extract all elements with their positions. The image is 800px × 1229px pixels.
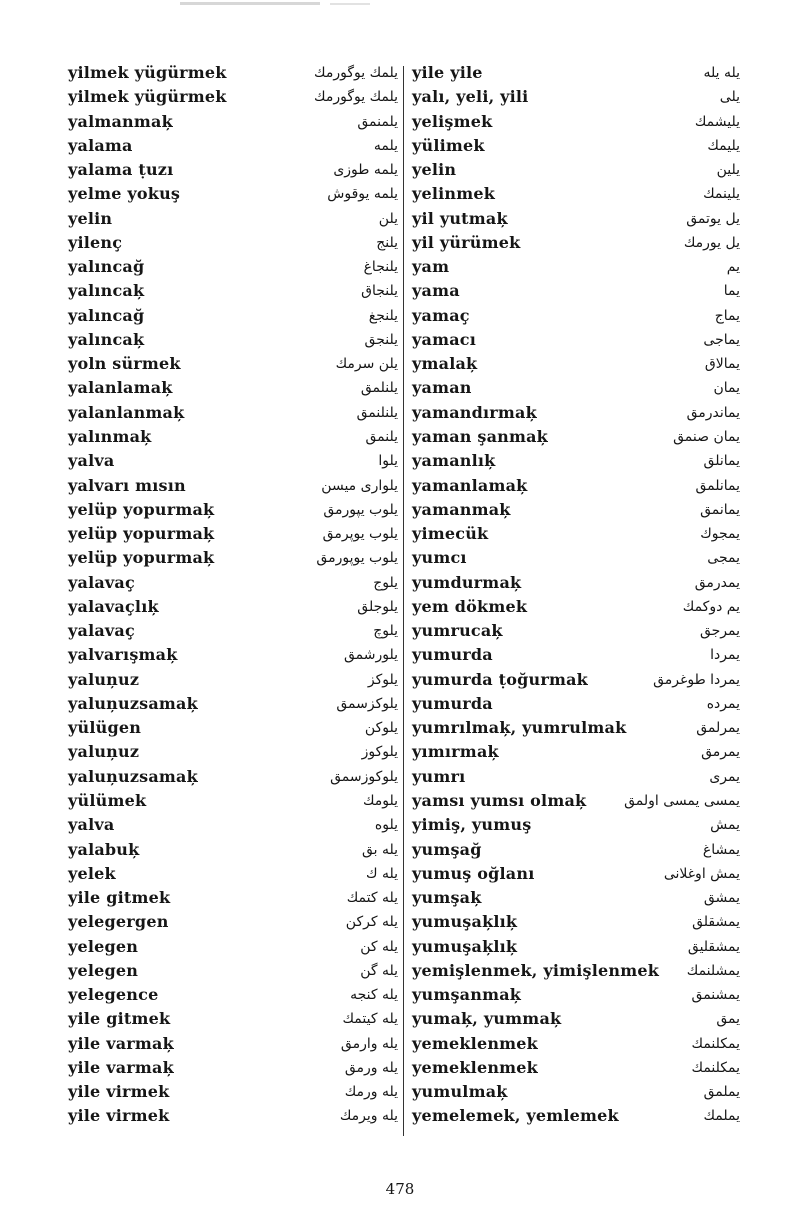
scan-mark — [180, 2, 320, 5]
entry-arabic-script: یمرجق — [699, 623, 740, 640]
entry-arabic-script: یمدرمق — [694, 574, 740, 591]
entry-transliteration: yemelemek, yemlemek — [412, 1106, 619, 1126]
dictionary-entry — [68, 958, 398, 982]
entry-transliteration: yalvarı mısın — [68, 475, 186, 495]
entry-transliteration: yelinmek — [412, 184, 496, 204]
entry-arabic-script: یمانلمق — [695, 477, 740, 494]
entry-transliteration: yalı, yeli, yili — [412, 87, 529, 107]
entry-transliteration: yam — [412, 257, 450, 277]
dictionary-entry — [412, 739, 740, 763]
entry-arabic-script: یلوچ — [373, 623, 398, 640]
entry-transliteration: yelme yokuş — [68, 184, 181, 204]
dictionary-entry — [68, 909, 398, 933]
dictionary-entry — [68, 303, 398, 327]
dictionary-entry — [412, 570, 740, 594]
entry-transliteration: yaluņuz — [68, 669, 140, 689]
entry-arabic-script: یلوکوزسمق — [330, 768, 398, 785]
entry-transliteration: yile yile — [412, 63, 483, 82]
entry-transliteration: yelin — [412, 160, 457, 180]
entry-transliteration: yumdurmaķ — [412, 572, 522, 592]
dictionary-entry — [412, 521, 740, 545]
dictionary-entry — [68, 885, 398, 909]
dictionary-entry — [68, 351, 398, 375]
entry-transliteration: yile virmek — [68, 1106, 170, 1126]
dictionary-entry — [68, 109, 398, 133]
dictionary-entry — [68, 521, 398, 545]
dictionary-entry — [412, 278, 740, 302]
entry-arabic-script: یلین — [716, 162, 740, 179]
dictionary-entry — [412, 545, 740, 569]
entry-arabic-script: یمشنمق — [691, 987, 740, 1004]
entry-transliteration: yelişmek — [412, 111, 493, 131]
entry-arabic-script: یله کنجه — [350, 987, 398, 1004]
dictionary-entry — [68, 1103, 398, 1127]
entry-arabic-script: یلمه طوزی — [333, 162, 398, 179]
entry-transliteration: yelegergen — [68, 912, 169, 932]
dictionary-entry — [412, 885, 740, 909]
entry-arabic-script: یله ورمق — [344, 1059, 398, 1076]
dictionary-entry — [68, 739, 398, 763]
entry-arabic-script: یمان — [713, 380, 740, 397]
entry-transliteration: yoln sürmek — [68, 354, 181, 374]
dictionary-entry — [68, 60, 398, 84]
entry-transliteration: yaluņuzsamaķ — [68, 766, 198, 786]
entry-arabic-script: یلی — [719, 89, 740, 106]
entry-arabic-script: یلمه یوقوش — [327, 186, 398, 203]
entry-transliteration: yamanlamaķ — [412, 475, 528, 495]
entry-arabic-script: یمکلنمك — [691, 1035, 740, 1052]
dictionary-entry — [412, 1006, 740, 1030]
entry-arabic-script: یلنلمق — [360, 380, 398, 397]
entry-transliteration: yilenç — [68, 232, 123, 252]
dictionary-entry — [412, 448, 740, 472]
entry-transliteration: yumşanmaķ — [412, 985, 522, 1005]
dictionary-entry — [68, 934, 398, 958]
entry-arabic-script: یم — [726, 259, 740, 276]
dictionary-entry — [68, 497, 398, 521]
entry-arabic-script: یمردا — [710, 647, 740, 664]
dictionary-entry — [412, 764, 740, 788]
entry-arabic-script: یله کتمك — [346, 890, 398, 907]
dictionary-entry — [68, 327, 398, 351]
entry-transliteration: yemeklenmek — [412, 1057, 538, 1077]
entry-transliteration: yumuşaķlıķ — [412, 912, 518, 932]
dictionary-entry — [68, 545, 398, 569]
entry-arabic-script: یله ك — [365, 865, 398, 882]
entry-arabic-script: یملمك — [703, 1108, 740, 1125]
entry-arabic-script: یلمك یوگورمك — [314, 89, 398, 106]
entry-arabic-script: یلوکز — [367, 671, 398, 688]
scan-mark — [330, 3, 370, 5]
entry-arabic-script: یلیمك — [707, 137, 740, 154]
entry-transliteration: yalıncağ — [68, 257, 145, 277]
dictionary-entry — [412, 206, 740, 230]
entry-arabic-script: یله کیتمك — [342, 1011, 398, 1028]
entry-transliteration: yalıncaķ — [68, 281, 145, 301]
entry-arabic-script: یلوه — [374, 817, 398, 834]
entry-transliteration: yimiş, yumuş — [412, 815, 532, 835]
entry-transliteration: yile virmek — [68, 1082, 170, 1102]
entry-arabic-script: یلنج — [376, 234, 398, 251]
entry-arabic-script: یمشاغ — [702, 841, 740, 858]
entry-arabic-script: یله کن — [360, 938, 398, 955]
dictionary-entry — [412, 60, 740, 84]
entry-arabic-script: یلوکوز — [361, 744, 398, 761]
entry-arabic-script: یله بق — [361, 841, 398, 858]
dictionary-entry — [68, 594, 398, 618]
entry-transliteration: yelüp yopurmaķ — [68, 548, 215, 568]
dictionary-entry — [412, 812, 740, 836]
dictionary-entry — [412, 909, 740, 933]
entry-transliteration: yalama — [68, 135, 133, 155]
dictionary-entry — [412, 667, 740, 691]
dictionary-entry — [412, 934, 740, 958]
entry-arabic-script: یلوب یوپورمق — [316, 550, 398, 567]
entry-transliteration: yile varmaķ — [68, 1033, 174, 1053]
entry-transliteration: yelegence — [68, 985, 159, 1005]
entry-arabic-script: یلنجق — [364, 331, 398, 348]
entry-arabic-script: یله ورمك — [344, 1084, 398, 1101]
dictionary-entry — [412, 133, 740, 157]
entry-arabic-script: یلنجاغ — [363, 259, 398, 276]
dictionary-entry — [68, 1055, 398, 1079]
dictionary-entry — [68, 691, 398, 715]
entry-transliteration: yalama ṭuzı — [68, 160, 174, 180]
dictionary-entry — [68, 1006, 398, 1030]
entry-transliteration: yalvarışmaķ — [68, 645, 178, 665]
right-column — [412, 60, 740, 1128]
dictionary-entry — [68, 206, 398, 230]
dictionary-entry — [412, 1055, 740, 1079]
entry-arabic-script: یمجوك — [700, 526, 740, 543]
entry-arabic-script: یمشقلق — [692, 914, 740, 931]
dictionary-entry — [68, 400, 398, 424]
entry-arabic-script: یلینمك — [703, 186, 740, 203]
dictionary-entry — [412, 473, 740, 497]
entry-transliteration: yalanlanmaķ — [68, 402, 185, 422]
entry-transliteration: yile gitmek — [68, 888, 171, 908]
dictionary-entry — [68, 837, 398, 861]
entry-arabic-script: یلمنمق — [357, 113, 398, 130]
entry-transliteration: yimecük — [412, 524, 489, 544]
dictionary-entry — [68, 764, 398, 788]
entry-transliteration: yaluņuz — [68, 742, 140, 762]
entry-transliteration: yumurda — [412, 693, 493, 713]
dictionary-entry — [68, 1079, 398, 1103]
entry-transliteration: yemeklenmek — [412, 1033, 538, 1053]
entry-transliteration: yil yutmaķ — [412, 208, 508, 228]
entry-transliteration: yamacı — [412, 329, 476, 349]
entry-transliteration: yil yürümek — [412, 232, 521, 252]
dictionary-entry — [412, 327, 740, 351]
entry-transliteration: yamaç — [412, 305, 470, 325]
entry-transliteration: yumşağ — [412, 839, 482, 859]
dictionary-entry — [412, 788, 740, 812]
entry-arabic-script: یلوکزسمق — [336, 695, 398, 712]
entry-transliteration: yalavaçlıķ — [68, 596, 159, 616]
entry-transliteration: ymalaķ — [412, 354, 478, 374]
dictionary-entry — [412, 109, 740, 133]
left-column — [68, 60, 398, 1128]
entry-arabic-script: یلنلنمق — [356, 404, 398, 421]
dictionary-entry — [412, 1079, 740, 1103]
entry-arabic-script: یمش اوغلانی — [663, 865, 740, 882]
entry-transliteration: yelegen — [68, 960, 139, 980]
entry-arabic-script: یلومك — [362, 792, 398, 809]
entry-transliteration: yumrı — [412, 766, 466, 786]
entry-transliteration: yalavaç — [68, 572, 135, 592]
entry-transliteration: yamanmaķ — [412, 499, 511, 519]
entry-arabic-script: یما — [723, 283, 740, 300]
entry-transliteration: yalabuķ — [68, 839, 140, 859]
entry-transliteration: yalanlamaķ — [68, 378, 173, 398]
dictionary-entry — [412, 618, 740, 642]
entry-arabic-script: یلورشمق — [343, 647, 398, 664]
column-divider — [403, 66, 404, 1136]
entry-arabic-script: یلوکن — [364, 720, 398, 737]
dictionary-entry — [68, 861, 398, 885]
entry-transliteration: yile gitmek — [68, 1009, 171, 1029]
dictionary-entry — [412, 303, 740, 327]
entry-transliteration: yamandırmaķ — [412, 402, 537, 422]
entry-transliteration: yalmanmaķ — [68, 111, 173, 131]
dictionary-entry — [412, 958, 740, 982]
entry-transliteration: yumrucaķ — [412, 621, 503, 641]
dictionary-entry — [412, 594, 740, 618]
dictionary-entry — [412, 375, 740, 399]
entry-transliteration: yelegen — [68, 936, 139, 956]
entry-arabic-script: یمش — [710, 817, 740, 834]
entry-arabic-script: یلوب یوپرمق — [322, 526, 398, 543]
dictionary-entry — [412, 351, 740, 375]
entry-arabic-script: یلوب یپورمق — [323, 501, 398, 518]
entry-transliteration: yile varmaķ — [68, 1057, 174, 1077]
entry-transliteration: yelüp yopurmaķ — [68, 524, 215, 544]
entry-arabic-script: یلوا — [378, 453, 398, 470]
dictionary-entry — [412, 691, 740, 715]
dictionary-entry — [412, 181, 740, 205]
entry-transliteration: yumrılmaķ, yumrulmak — [412, 718, 627, 738]
entry-arabic-script: یمانمق — [700, 501, 740, 518]
dictionary-entry — [68, 473, 398, 497]
dictionary-entry — [68, 278, 398, 302]
entry-arabic-script: یلنمق — [365, 428, 398, 445]
entry-arabic-script: یمانلق — [703, 453, 740, 470]
dictionary-entry — [68, 230, 398, 254]
entry-transliteration: yelek — [68, 863, 116, 883]
page-number: 478 — [385, 1180, 415, 1198]
entry-arabic-script: یمرده — [706, 695, 740, 712]
dictionary-entry — [68, 982, 398, 1006]
entry-arabic-script: یلمك یوگورمك — [314, 65, 398, 81]
entry-arabic-script: یلوجلق — [357, 598, 398, 615]
dictionary-entry — [412, 230, 740, 254]
entry-arabic-script: یمشقلیق — [687, 938, 740, 955]
entry-arabic-script: یمشق — [703, 890, 740, 907]
entry-arabic-script: یلنجاق — [361, 283, 398, 300]
entry-transliteration: yumulmaķ — [412, 1082, 508, 1102]
entry-arabic-script: یمالاق — [704, 356, 740, 373]
dictionary-entry — [68, 157, 398, 181]
entry-transliteration: yalıncaķ — [68, 329, 145, 349]
entry-arabic-script: یمسی یمسی اولمق — [624, 792, 740, 809]
entry-arabic-script: یلیشمك — [694, 113, 740, 130]
entry-arabic-script: یله یله — [703, 65, 740, 81]
entry-transliteration: yımırmaķ — [412, 742, 499, 762]
entry-arabic-script: یمق — [716, 1011, 740, 1028]
dictionary-entry — [68, 375, 398, 399]
entry-transliteration: yem dökmek — [412, 596, 528, 616]
entry-transliteration: yülümek — [68, 790, 147, 810]
entry-transliteration: yumaķ, yummaķ — [412, 1009, 562, 1029]
dictionary-entry — [412, 254, 740, 278]
entry-arabic-script: یمرمق — [701, 744, 740, 761]
entry-arabic-script: یمشلنمك — [686, 962, 740, 979]
entry-transliteration: yemişlenmek, yimişlenmek — [412, 960, 659, 980]
entry-arabic-script: یماجی — [703, 331, 740, 348]
dictionary-entry — [68, 570, 398, 594]
entry-arabic-script: یمكلنمك — [691, 1059, 740, 1076]
entry-arabic-script: یله وارمق — [340, 1035, 398, 1052]
entry-transliteration: yamanlıķ — [412, 451, 496, 471]
entry-arabic-script: یل یوتمق — [686, 210, 740, 227]
entry-transliteration: yaluņuzsamaķ — [68, 693, 198, 713]
entry-transliteration: yelin — [68, 208, 113, 228]
entry-transliteration: yülügen — [68, 718, 142, 738]
entry-arabic-script: یلوج — [373, 574, 398, 591]
dictionary-entry — [412, 157, 740, 181]
dictionary-entry — [68, 254, 398, 278]
dictionary-entry — [68, 715, 398, 739]
entry-transliteration: yumuşaķlıķ — [412, 936, 518, 956]
entry-transliteration: yumcı — [412, 548, 467, 568]
entry-arabic-script: یم دوکمك — [682, 598, 740, 615]
dictionary-entry — [412, 642, 740, 666]
dictionary-entry — [412, 861, 740, 885]
dictionary-entry — [68, 84, 398, 108]
entry-arabic-script: یمان صنمق — [673, 428, 740, 445]
entry-arabic-script: یملمق — [703, 1084, 740, 1101]
entry-transliteration: yelüp yopurmaķ — [68, 499, 215, 519]
entry-transliteration: yumurda ṭoğurmak — [412, 669, 588, 689]
entry-arabic-script: یله گن — [360, 962, 398, 979]
dictionary-entry — [412, 982, 740, 1006]
entry-transliteration: yaman şanmaķ — [412, 426, 548, 446]
dictionary-entry — [412, 424, 740, 448]
dictionary-entry — [412, 837, 740, 861]
entry-transliteration: yumşaķ — [412, 888, 482, 908]
dictionary-entry — [68, 642, 398, 666]
entry-transliteration: yilmek yügürmek — [68, 63, 227, 82]
entry-arabic-script: یماندرمق — [686, 404, 740, 421]
entry-transliteration: yülimek — [412, 135, 485, 155]
dictionary-entry — [412, 1103, 740, 1127]
dictionary-entry — [412, 84, 740, 108]
entry-transliteration: yaman — [412, 378, 472, 398]
entry-arabic-script: یمرلمق — [696, 720, 740, 737]
dictionary-entry — [68, 424, 398, 448]
entry-transliteration: yalınmaķ — [68, 426, 152, 446]
entry-arabic-script: یلنجغ — [368, 307, 398, 324]
dictionary-entry — [412, 400, 740, 424]
entry-transliteration: yalva — [68, 451, 115, 471]
dictionary-entry — [412, 715, 740, 739]
entry-transliteration: yalıncağ — [68, 305, 145, 325]
entry-arabic-script: یلواری میسن — [321, 477, 398, 494]
entry-arabic-script: یلن سرمك — [335, 356, 398, 373]
entry-arabic-script: یلن — [378, 210, 398, 227]
entry-arabic-script: یمجی — [707, 550, 740, 567]
entry-transliteration: yalva — [68, 815, 115, 835]
entry-transliteration: yamsı yumsı olmaķ — [412, 790, 587, 810]
entry-transliteration: yumurda — [412, 645, 493, 665]
entry-transliteration: yilmek yügürmek — [68, 87, 227, 107]
dictionary-entry — [68, 133, 398, 157]
dictionary-entry — [68, 667, 398, 691]
entry-transliteration: yalavaç — [68, 621, 135, 641]
dictionary-entry — [412, 1031, 740, 1055]
entry-arabic-script: یله کرکن — [345, 914, 398, 931]
dictionary-entry — [68, 1031, 398, 1055]
entry-arabic-script: یمردا طوغرمق — [653, 671, 740, 688]
entry-arabic-script: یل یورمك — [683, 234, 740, 251]
dictionary-entry — [68, 448, 398, 472]
entry-arabic-script: یماج — [714, 307, 740, 324]
dictionary-entry — [68, 788, 398, 812]
entry-arabic-script: یلمه — [373, 137, 398, 154]
entry-transliteration: yumuş oğlanı — [412, 863, 535, 883]
entry-transliteration: yama — [412, 281, 460, 301]
dictionary-entry — [68, 812, 398, 836]
entry-arabic-script: یله ویرمك — [339, 1108, 398, 1125]
entry-arabic-script: یمری — [709, 768, 740, 785]
dictionary-entry — [412, 497, 740, 521]
dictionary-entry — [68, 181, 398, 205]
dictionary-entry — [68, 618, 398, 642]
